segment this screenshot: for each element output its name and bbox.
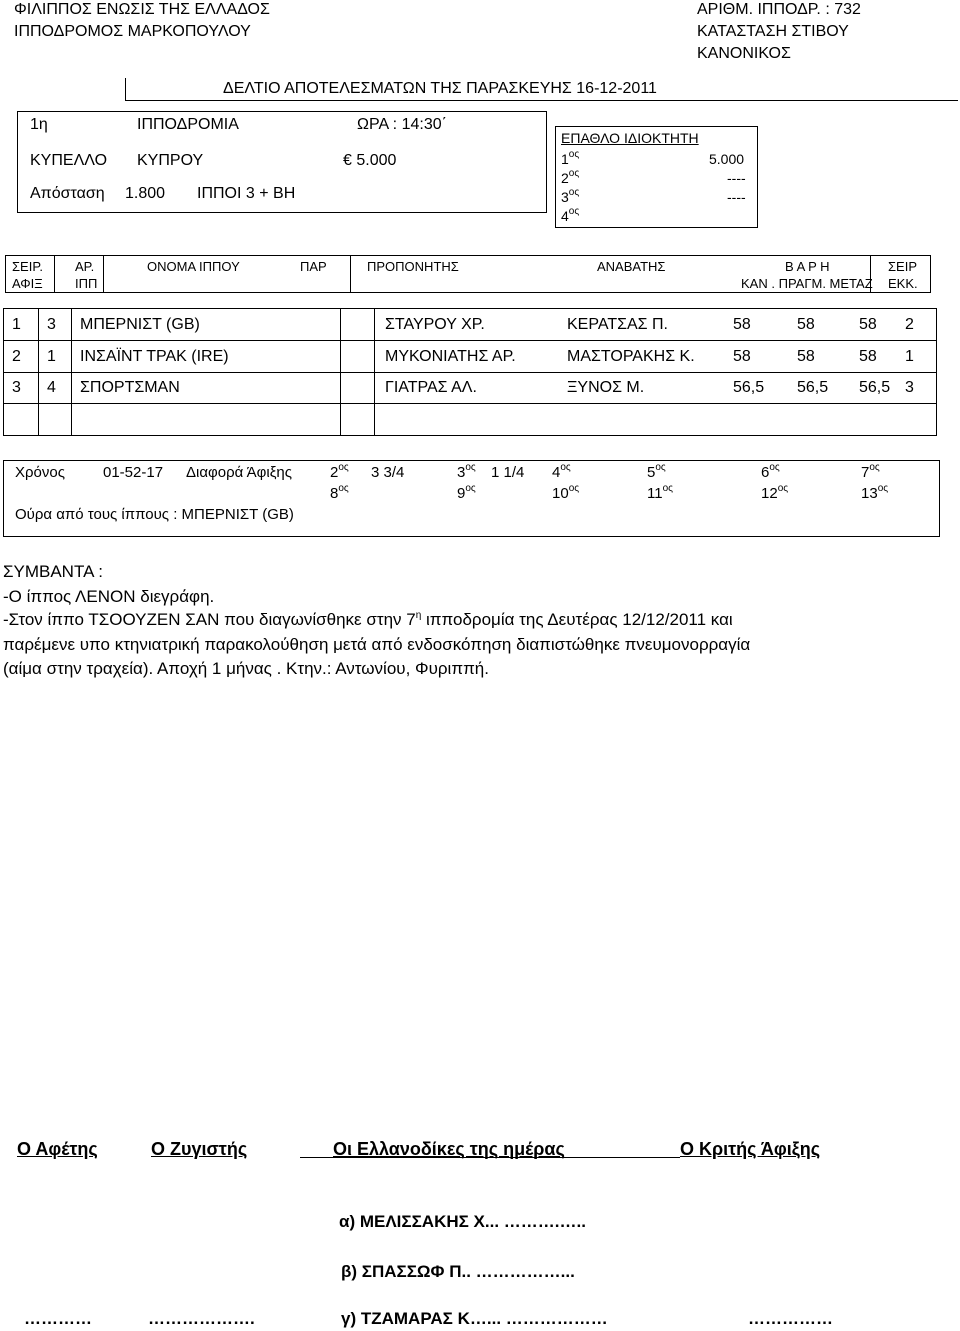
- col-par: ΠΑΡ: [300, 259, 327, 274]
- col-divider: [374, 308, 375, 436]
- track-state-label: ΚΑΤΑΣΤΑΣΗ ΣΤΙΒΟΥ: [697, 23, 849, 40]
- time-label: Χρόνος: [15, 464, 65, 481]
- time-value: 01-52-17: [103, 464, 164, 481]
- row2-w1: 58: [733, 348, 751, 365]
- col-weights-sub: ΚΑΝ . ΠΡΑΓΜ. ΜΕΤΑΖ: [741, 276, 873, 291]
- sig-stewards: Οι Ελλανοδίκες της ημέρας: [333, 1139, 565, 1159]
- row1-name: ΜΠΕΡΝΙΣΤ (GB): [80, 316, 200, 333]
- timing-pos-4: $4^{o\varsigma}$: [552, 462, 571, 481]
- col-start-2: ΕΚΚ.: [888, 276, 918, 291]
- owner-prize-title: ΕΠΑΘΛΟ ΙΔΙΟΚΤΗΤΗ: [561, 130, 699, 146]
- col-no-1: ΑΡ.: [75, 259, 95, 274]
- page-title: ΔΕΛΤΙΟ ΑΠΟΤΕΛΕΣΜΑΤΩΝ ΤΗΣ ΠΑΡΑΣΚΕΥΗΣ 16-12-2011: [223, 80, 657, 97]
- timing-pos-13: $13^{o\varsigma}$: [861, 483, 889, 502]
- prize-pos-4: $4^{o\varsigma}$: [561, 206, 580, 224]
- row-divider: [3, 340, 937, 341]
- timing-pos-10: $10^{o\varsigma}$: [552, 483, 580, 502]
- events-line-1: -Ο ίππος ΛΕΝΟΝ διεγράφη.: [3, 587, 215, 606]
- row3-trainer: ΓΙΑΤΡΑΣ ΑΛ.: [385, 379, 477, 396]
- header-divider: [103, 255, 104, 293]
- org-name: ΦΙΛΙΠΠΟΣ ΕΝΩΣΙΣ ΤΗΣ ΕΛΛΑΔΟΣ: [14, 1, 270, 18]
- col-name: ΟΝΟΜΑ ΙΠΠΟΥ: [147, 259, 240, 274]
- row3-w2: 56,5: [797, 379, 829, 396]
- race-time: ΩΡΑ : 14:30΄: [357, 116, 447, 133]
- timing-pos-12: $12^{o\varsigma}$: [761, 483, 789, 502]
- col-divider: [340, 308, 341, 436]
- timing-pos-8: $8^{o\varsigma}$: [330, 483, 349, 502]
- race-number: 1η: [30, 116, 48, 133]
- row2-w3: 58: [859, 348, 877, 365]
- signature-underline: [300, 1157, 680, 1158]
- track-state-value: ΚΑΝΟΝΙΚΟΣ: [697, 45, 791, 62]
- race-label: ΙΠΠΟΔΡΟΜΙΑ: [137, 116, 239, 133]
- prize-pos-2: $2^{o\varsigma}$: [561, 168, 580, 186]
- col-order-2: ΑΦΙΞ: [12, 276, 43, 291]
- row3-order: 3: [12, 379, 21, 396]
- col-weights: Β Α Ρ Η: [785, 259, 830, 274]
- cup-name: ΚΥΠΡΟΥ: [137, 152, 204, 169]
- dots-judge: ……………: [748, 1309, 833, 1328]
- row3-start: 3: [905, 379, 914, 396]
- events-line-4: (αίμα στην τραχεία). Αποχή 1 μήνας . Κτην.: Αντωνίου, Φυριππή.: [3, 659, 489, 678]
- prize-pos-1: $1^{o\varsigma}$: [561, 149, 580, 167]
- sig-weigher: Ο Ζυγιστής: [151, 1139, 248, 1159]
- timing-diff-3: 1 1/4: [491, 464, 525, 481]
- row2-no: 1: [47, 348, 56, 365]
- race-class: ΙΠΠΟΙ 3 + ΒΗ: [197, 185, 296, 202]
- row1-w3: 58: [859, 316, 877, 333]
- distance-label: Απόσταση: [30, 185, 105, 202]
- row3-no: 4: [47, 379, 56, 396]
- prize: € 5.000: [343, 152, 397, 169]
- row1-order: 1: [12, 316, 21, 333]
- col-divider: [71, 308, 72, 436]
- row1-no: 3: [47, 316, 56, 333]
- col-jockey: ΑΝΑΒΑΤΗΣ: [597, 259, 666, 274]
- dots-weigher: ……………….: [148, 1309, 255, 1328]
- events-line-2: -Στον ίππο ΤΣΟΟΥΖΕΝ ΣΑΝ που διαγωνίσθηκε στην $7^\eta$ ιπποδρομία της Δευτέρας 12/12/2011 και: [3, 610, 733, 629]
- timing-pos-2: $2^{o\varsigma}$: [330, 462, 349, 481]
- timing-pos-11: $11^{o\varsigma}$: [647, 483, 673, 502]
- col-order-1: ΣΕΙΡ.: [12, 259, 43, 274]
- prize-value-2: ----: [727, 170, 746, 186]
- row3-w1: 56,5: [733, 379, 765, 396]
- track-name: ΙΠΠΟΔΡΟΜΟΣ ΜΑΡΚΟΠΟΥΛΟΥ: [14, 23, 251, 40]
- timing-pos-6: $6^{o\varsigma}$: [761, 462, 780, 481]
- row3-jockey: ΞΥΝΟΣ Μ.: [567, 379, 645, 396]
- distance-value: 1.800: [125, 185, 166, 202]
- steward-b: β) ΣΠΑΣΣΩΦ Π.. ……………...: [341, 1262, 575, 1281]
- events-title: ΣΥΜΒΑΝΤΑ :: [3, 562, 103, 581]
- prize-value-3: ----: [727, 189, 746, 205]
- prize-value-1: 5.000: [709, 151, 745, 167]
- col-no-2: ΙΠΠ: [75, 276, 98, 291]
- col-start-1: ΣΕΙΡ: [888, 259, 917, 274]
- row-divider: [3, 403, 937, 404]
- timing-pos-5: $5^{o\varsigma}$: [647, 462, 666, 481]
- row-divider: [3, 372, 937, 373]
- col-trainer: ΠΡΟΠΟΝΗΤΗΣ: [367, 259, 459, 274]
- row2-order: 2: [12, 348, 21, 365]
- row1-w1: 58: [733, 316, 751, 333]
- timing-pos-9: $9^{o\varsigma}$: [457, 483, 476, 502]
- row1-trainer: ΣΤΑΥΡΟΥ ΧΡ.: [385, 316, 485, 333]
- sig-starter: Ο Αφέτης: [17, 1139, 98, 1159]
- steward-a: α) ΜΕΛΙΣΣΑΚΗΣ Χ... ……….…..: [339, 1212, 586, 1231]
- diff-label: Διαφορά Άφιξης: [186, 464, 292, 481]
- row2-name: ΙΝΣΑΪΝΤ ΤΡΑΚ (IRE): [80, 348, 229, 365]
- record-number: ΑΡΙΘΜ. ΙΠΠΟΔΡ. : 732: [697, 1, 861, 18]
- row1-jockey: ΚΕΡΑΤΣΑΣ Π.: [567, 316, 668, 333]
- prize-pos-3: $3^{o\varsigma}$: [561, 187, 580, 205]
- row2-jockey: ΜΑΣΤΟΡΑΚΗΣ Κ.: [567, 348, 695, 365]
- header-divider: [54, 255, 55, 293]
- col-divider: [38, 308, 39, 436]
- sig-judge: Ο Κριτής Άφιξης: [680, 1139, 821, 1159]
- timing-diff-2: 3 3/4: [371, 464, 405, 481]
- row3-w3: 56,5: [859, 379, 891, 396]
- timing-pos-7: $7^{o\varsigma}$: [861, 462, 880, 481]
- cup-label: ΚΥΠΕΛΛΟ: [30, 152, 108, 169]
- events-line-3: παρέμενε υπο κτηνιατρική παρακολούθηση μετά από ενδοσκόπηση διαπιστώθηκε πνευμονορραγία: [3, 635, 751, 654]
- timing-pos-3: $3^{o\varsigma}$: [457, 462, 476, 481]
- header-divider: [350, 255, 351, 293]
- row2-trainer: ΜΥΚΟΝΙΑΤΗΣ ΑΡ.: [385, 348, 516, 365]
- row1-w2: 58: [797, 316, 815, 333]
- title-frame: [125, 78, 960, 100]
- title-underline: [125, 100, 958, 101]
- dots-starter: …………: [24, 1309, 92, 1328]
- row2-w2: 58: [797, 348, 815, 365]
- row2-start: 1: [905, 348, 914, 365]
- row1-start: 2: [905, 316, 914, 333]
- row3-name: ΣΠΟΡΤΣΜΑΝ: [80, 379, 180, 396]
- steward-c: γ) ΤΖΑΜΑΡΑΣ Κ…... ………………: [341, 1309, 608, 1328]
- tail-label: Ούρα από τους ίππους : ΜΠΕΡΝΙΣΤ (GB): [15, 506, 294, 523]
